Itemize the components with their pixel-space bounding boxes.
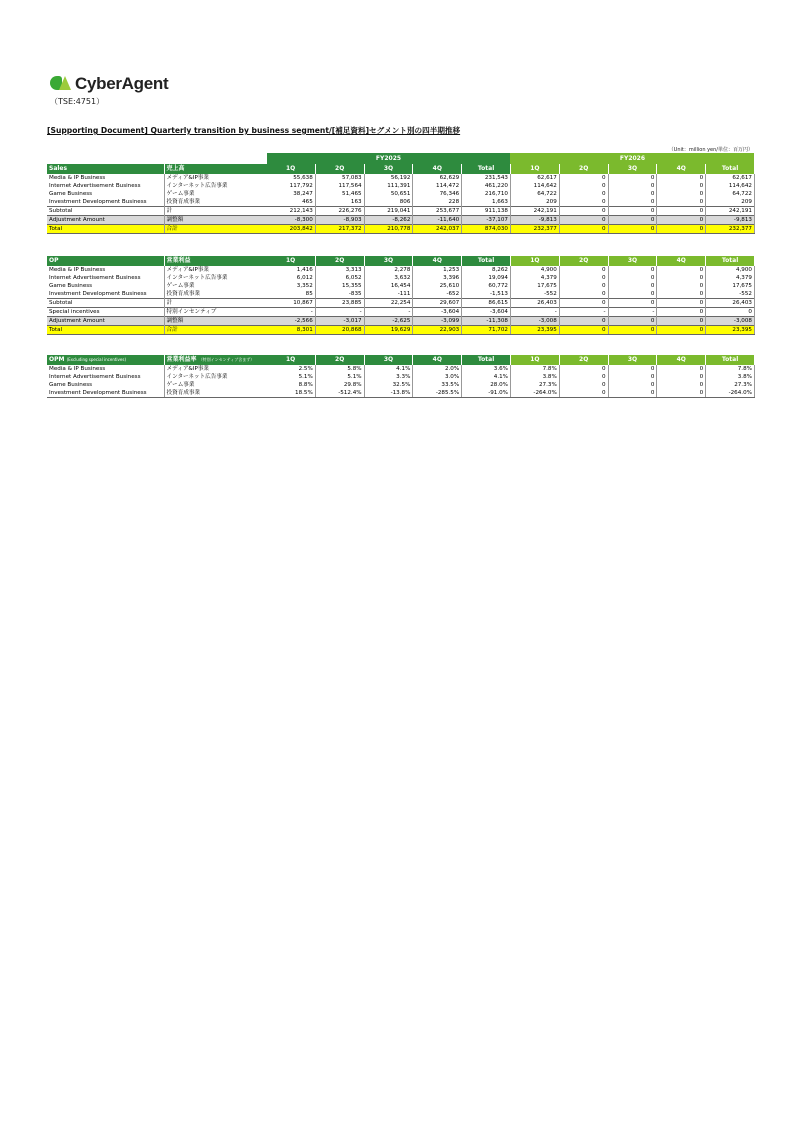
value-cell: -37,107 <box>462 216 511 225</box>
value-cell: 25,610 <box>413 282 462 290</box>
value-cell: 216,710 <box>462 190 511 198</box>
row-label-jp: メディア&IP事業 <box>164 266 267 274</box>
value-cell: 111,391 <box>364 182 413 190</box>
value-cell: 85 <box>267 290 316 299</box>
value-cell: -8,262 <box>364 216 413 225</box>
value-cell: 7.8% <box>706 365 755 373</box>
value-cell: 5.8% <box>315 365 364 373</box>
table-row <box>47 290 754 299</box>
value-cell: 10,867 <box>267 299 316 308</box>
row-label-jp: 計 <box>164 299 267 308</box>
value-cell: 0 <box>608 190 657 198</box>
value-cell: 3,313 <box>315 266 364 274</box>
row-label-en: Investment Development Business <box>49 291 147 297</box>
value-cell: 0 <box>559 373 608 381</box>
value-cell: -2,566 <box>267 317 316 326</box>
value-cell: 3,352 <box>267 282 316 290</box>
row-label-jp: 合計 <box>164 326 267 335</box>
value-cell: 0 <box>657 381 706 389</box>
value-cell: 212,143 <box>267 207 316 216</box>
col-header: 1Q <box>510 355 559 365</box>
value-cell: 2.0% <box>413 365 462 373</box>
col-header: 2Q <box>315 164 364 174</box>
value-cell: 209 <box>510 198 559 207</box>
value-cell: 0 <box>608 274 657 282</box>
value-cell: 0 <box>608 216 657 225</box>
value-cell: 0 <box>559 282 608 290</box>
row-label-en: Adjustment Amount <box>47 317 164 326</box>
value-cell: 1,663 <box>462 198 511 207</box>
value-cell: 16,454 <box>364 282 413 290</box>
op-header-row <box>47 256 754 266</box>
value-cell: -1,513 <box>462 290 511 299</box>
value-cell: -552 <box>706 290 755 299</box>
value-cell: 4,900 <box>510 266 559 274</box>
value-cell: 231,543 <box>462 174 511 182</box>
col-header: 3Q <box>608 164 657 174</box>
value-cell: 18.5% <box>267 389 316 398</box>
value-cell: 0 <box>608 290 657 299</box>
col-header: 4Q <box>413 355 462 365</box>
table-row <box>47 190 754 198</box>
value-cell: 22,254 <box>364 299 413 308</box>
section-label-en: Sales <box>47 164 164 174</box>
value-cell: 461,220 <box>462 182 511 190</box>
value-cell: 29.8% <box>315 381 364 389</box>
col-header: 1Q <box>510 164 559 174</box>
row-label-jp: ゲーム事業 <box>164 282 267 290</box>
value-cell: 232,377 <box>706 225 755 234</box>
value-cell: 0 <box>657 207 706 216</box>
value-cell: 217,372 <box>315 225 364 234</box>
value-cell: 27.3% <box>510 381 559 389</box>
value-cell: 23,395 <box>706 326 755 335</box>
value-cell: 7.8% <box>510 365 559 373</box>
value-cell: 64,722 <box>510 190 559 198</box>
value-cell: 28.0% <box>462 381 511 389</box>
value-cell: 62,617 <box>706 174 755 182</box>
value-cell: 465 <box>267 198 316 207</box>
value-cell: 17,675 <box>510 282 559 290</box>
value-cell: -9,813 <box>706 216 755 225</box>
value-cell: 0 <box>559 225 608 234</box>
col-header: 2Q <box>315 355 364 365</box>
row-label-en: Game Business <box>49 382 93 388</box>
value-cell: -9,813 <box>510 216 559 225</box>
row-label-jp: 計 <box>164 207 267 216</box>
table-row <box>47 182 754 190</box>
value-cell: -3,008 <box>706 317 755 326</box>
row-label-jp: 投資育成事業 <box>164 198 267 207</box>
table-row <box>47 381 754 389</box>
value-cell: 6,052 <box>315 274 364 282</box>
value-cell: 57,083 <box>315 174 364 182</box>
value-cell: 203,842 <box>267 225 316 234</box>
opm-header-row <box>47 355 754 365</box>
row-label-jp: ゲーム事業 <box>164 381 267 389</box>
value-cell: 2.5% <box>267 365 316 373</box>
table-row <box>47 299 754 308</box>
value-cell: -835 <box>315 290 364 299</box>
value-cell: 5.1% <box>267 373 316 381</box>
value-cell: 117,564 <box>315 182 364 190</box>
value-cell: 228 <box>413 198 462 207</box>
table-row <box>47 225 754 234</box>
value-cell: 0 <box>559 198 608 207</box>
value-cell: 3.8% <box>706 373 755 381</box>
value-cell: 0 <box>657 373 706 381</box>
value-cell: 0 <box>657 216 706 225</box>
fy2026-header: FY2026 <box>510 153 754 164</box>
document-title: [Supporting Document] Quarterly transition by business segment/[補足資料]セグメント別の四半期推移 <box>47 126 461 135</box>
value-cell: 163 <box>315 198 364 207</box>
sales-table <box>47 153 755 234</box>
value-cell: 15,355 <box>315 282 364 290</box>
value-cell: 0 <box>559 317 608 326</box>
table-row <box>47 266 754 274</box>
value-cell: 60,772 <box>462 282 511 290</box>
value-cell: 232,377 <box>510 225 559 234</box>
row-label-en: Game Business <box>49 191 93 197</box>
logo-mark-icon <box>50 76 72 92</box>
table-row <box>47 174 754 182</box>
table-row <box>47 308 754 317</box>
value-cell: 0 <box>657 182 706 190</box>
row-label-en: Internet Advertisement Business <box>49 183 141 189</box>
value-cell: -111 <box>364 290 413 299</box>
value-cell: 0 <box>657 365 706 373</box>
value-cell: 4,379 <box>706 274 755 282</box>
value-cell: 0 <box>657 299 706 308</box>
op-table <box>47 256 755 335</box>
row-label-en: Internet Advertisement Business <box>49 275 141 281</box>
value-cell: 0 <box>657 174 706 182</box>
value-cell: 114,472 <box>413 182 462 190</box>
col-header: 1Q <box>267 164 316 174</box>
value-cell: 86,615 <box>462 299 511 308</box>
col-header: 1Q <box>510 256 559 266</box>
col-header: Total <box>462 256 511 266</box>
value-cell: 1,416 <box>267 266 316 274</box>
row-label-en: Subtotal <box>47 207 164 216</box>
value-cell: 23,395 <box>510 326 559 335</box>
col-header: Total <box>706 355 755 365</box>
row-label-en: Investment Development Business <box>49 199 147 205</box>
value-cell: 3.6% <box>462 365 511 373</box>
value-cell: 0 <box>559 216 608 225</box>
value-cell: 50,651 <box>364 190 413 198</box>
row-label-jp: 合計 <box>164 225 267 234</box>
ticker-symbol: （TSE:4751） <box>50 97 105 106</box>
value-cell: 51,465 <box>315 190 364 198</box>
value-cell: 3,632 <box>364 274 413 282</box>
col-header: 1Q <box>267 256 316 266</box>
row-label-en: Total <box>47 326 164 335</box>
value-cell: 0 <box>657 266 706 274</box>
table-row <box>47 216 754 225</box>
section-label-jp: 営業利益 <box>164 256 267 266</box>
value-cell: -3,017 <box>315 317 364 326</box>
value-cell: 55,638 <box>267 174 316 182</box>
value-cell: -264.0% <box>706 389 755 398</box>
table-row <box>47 317 754 326</box>
row-label-en: Special incentives <box>47 308 164 317</box>
value-cell: 26,403 <box>706 299 755 308</box>
value-cell: 0 <box>559 174 608 182</box>
value-cell: 62,617 <box>510 174 559 182</box>
value-cell: - <box>315 308 364 317</box>
row-label-jp: 調整額 <box>164 317 267 326</box>
value-cell: 26,403 <box>510 299 559 308</box>
value-cell: 4,900 <box>706 266 755 274</box>
col-header: Total <box>706 256 755 266</box>
value-cell: 19,094 <box>462 274 511 282</box>
value-cell: -11,640 <box>413 216 462 225</box>
row-label-jp: 調整額 <box>164 216 267 225</box>
row-label-en: Subtotal <box>47 299 164 308</box>
col-header: Total <box>462 164 511 174</box>
value-cell: 1,253 <box>413 266 462 274</box>
col-header: 4Q <box>657 355 706 365</box>
value-cell: 0 <box>608 266 657 274</box>
col-header: 3Q <box>364 164 413 174</box>
value-cell: 0 <box>559 299 608 308</box>
value-cell: 0 <box>657 274 706 282</box>
table-row <box>47 198 754 207</box>
value-cell: 806 <box>364 198 413 207</box>
value-cell: -91.0% <box>462 389 511 398</box>
value-cell: 8.8% <box>267 381 316 389</box>
row-label-jp: インターネット広告事業 <box>164 274 267 282</box>
value-cell: -285.5% <box>413 389 462 398</box>
value-cell: - <box>559 308 608 317</box>
value-cell: 0 <box>608 365 657 373</box>
col-header: Total <box>706 164 755 174</box>
value-cell: 0 <box>657 225 706 234</box>
value-cell: 0 <box>559 389 608 398</box>
value-cell: 210,778 <box>364 225 413 234</box>
value-cell: 62,629 <box>413 174 462 182</box>
table-row <box>47 326 754 335</box>
value-cell: 0 <box>559 365 608 373</box>
sales-header-row <box>47 164 754 174</box>
value-cell: 0 <box>706 308 755 317</box>
row-label-en: Investment Development Business <box>47 389 164 398</box>
value-cell: - <box>267 308 316 317</box>
value-cell: -652 <box>413 290 462 299</box>
value-cell: -8,300 <box>267 216 316 225</box>
fy2025-header: FY2025 <box>267 153 511 164</box>
value-cell: 219,041 <box>364 207 413 216</box>
value-cell: 0 <box>657 290 706 299</box>
value-cell: 0 <box>657 190 706 198</box>
value-cell: -3,604 <box>462 308 511 317</box>
row-label-en: Media & IP Business <box>49 366 106 372</box>
value-cell: 0 <box>657 389 706 398</box>
value-cell: 0 <box>608 373 657 381</box>
value-cell: 0 <box>608 182 657 190</box>
value-cell: 64,722 <box>706 190 755 198</box>
value-cell: 0 <box>608 198 657 207</box>
value-cell: 32.5% <box>364 381 413 389</box>
col-header: 3Q <box>608 355 657 365</box>
col-header: 2Q <box>559 256 608 266</box>
value-cell: 38,247 <box>267 190 316 198</box>
value-cell: 0 <box>608 282 657 290</box>
value-cell: 0 <box>657 308 706 317</box>
row-label-en: Internet Advertisement Business <box>49 374 141 380</box>
value-cell: 874,030 <box>462 225 511 234</box>
table-row <box>47 282 754 290</box>
col-header: 4Q <box>657 164 706 174</box>
value-cell: 23,885 <box>315 299 364 308</box>
value-cell: -3,099 <box>413 317 462 326</box>
value-cell: 0 <box>559 266 608 274</box>
value-cell: 3,396 <box>413 274 462 282</box>
value-cell: 0 <box>559 182 608 190</box>
opm-table <box>47 355 755 398</box>
value-cell: 0 <box>608 174 657 182</box>
value-cell: 0 <box>559 290 608 299</box>
value-cell: 0 <box>608 225 657 234</box>
value-cell: 0 <box>559 207 608 216</box>
value-cell: 0 <box>657 326 706 335</box>
value-cell: 0 <box>608 317 657 326</box>
value-cell: 242,037 <box>413 225 462 234</box>
col-header: 4Q <box>413 256 462 266</box>
value-cell: 242,191 <box>510 207 559 216</box>
value-cell: 242,191 <box>706 207 755 216</box>
section-label-jp: 売上高 <box>164 164 267 174</box>
value-cell: 3.8% <box>510 373 559 381</box>
value-cell: 0 <box>608 381 657 389</box>
value-cell: 3.0% <box>413 373 462 381</box>
section-label-jp: 営業利益率 （特別インセンティブ含まず） <box>164 355 267 365</box>
value-cell: -552 <box>510 290 559 299</box>
col-header: Total <box>462 355 511 365</box>
value-cell: 117,792 <box>267 182 316 190</box>
table-row <box>47 365 754 373</box>
row-label-jp: ゲーム事業 <box>164 190 267 198</box>
value-cell: 4.1% <box>462 373 511 381</box>
col-header: 1Q <box>267 355 316 365</box>
value-cell: 17,675 <box>706 282 755 290</box>
value-cell: -3,604 <box>413 308 462 317</box>
value-cell: 6,012 <box>267 274 316 282</box>
value-cell: 8,262 <box>462 266 511 274</box>
table-row <box>47 373 754 381</box>
value-cell: 0 <box>608 207 657 216</box>
value-cell: -8,903 <box>315 216 364 225</box>
value-cell: -512.4% <box>315 389 364 398</box>
value-cell: 0 <box>559 274 608 282</box>
value-cell: 253,677 <box>413 207 462 216</box>
value-cell: -11,308 <box>462 317 511 326</box>
value-cell: 114,642 <box>706 182 755 190</box>
company-logo <box>50 74 168 94</box>
col-header: 4Q <box>413 164 462 174</box>
value-cell: -3,008 <box>510 317 559 326</box>
section-label-en: OP <box>47 256 164 266</box>
value-cell: 56,192 <box>364 174 413 182</box>
col-header: 2Q <box>559 355 608 365</box>
row-label-en: Media & IP Business <box>49 175 106 181</box>
value-cell: 3.3% <box>364 373 413 381</box>
section-label-en: OPM (Excluding special incentives) <box>47 355 164 365</box>
row-label-en: Media & IP Business <box>49 267 106 273</box>
value-cell: 4,379 <box>510 274 559 282</box>
row-label-jp: メディア&IP事業 <box>164 174 267 182</box>
row-label-jp: 投資育成事業 <box>164 389 267 398</box>
value-cell: 76,346 <box>413 190 462 198</box>
value-cell: 20,868 <box>315 326 364 335</box>
value-cell: 2,278 <box>364 266 413 274</box>
unit-note: （Unit：million yen/単位：百万円） <box>668 147 753 153</box>
value-cell: - <box>608 308 657 317</box>
value-cell: 0 <box>657 282 706 290</box>
value-cell: 19,629 <box>364 326 413 335</box>
col-header: 4Q <box>657 256 706 266</box>
value-cell: 5.1% <box>315 373 364 381</box>
value-cell: 0 <box>608 326 657 335</box>
col-header: 3Q <box>364 256 413 266</box>
table-row <box>47 274 754 282</box>
value-cell: 29,607 <box>413 299 462 308</box>
value-cell: 0 <box>559 326 608 335</box>
value-cell: 0 <box>559 190 608 198</box>
row-label-jp: 投資育成事業 <box>164 290 267 299</box>
row-label-en: Total <box>47 225 164 234</box>
value-cell: 71,702 <box>462 326 511 335</box>
value-cell: 911,138 <box>462 207 511 216</box>
value-cell: 226,276 <box>315 207 364 216</box>
value-cell: 0 <box>657 198 706 207</box>
value-cell: - <box>364 308 413 317</box>
col-header: 3Q <box>608 256 657 266</box>
value-cell: 0 <box>608 299 657 308</box>
value-cell: 114,642 <box>510 182 559 190</box>
col-header: 2Q <box>559 164 608 174</box>
value-cell: 209 <box>706 198 755 207</box>
value-cell: 0 <box>657 317 706 326</box>
value-cell: 0 <box>608 389 657 398</box>
row-label-jp: 特別インセンティブ <box>164 308 267 317</box>
row-label-jp: メディア&IP事業 <box>164 365 267 373</box>
row-label-en: Adjustment Amount <box>47 216 164 225</box>
row-label-en: Game Business <box>49 283 93 289</box>
value-cell: 22,903 <box>413 326 462 335</box>
col-header: 3Q <box>364 355 413 365</box>
row-label-jp: インターネット広告事業 <box>164 182 267 190</box>
value-cell: -13.8% <box>364 389 413 398</box>
value-cell: -2,625 <box>364 317 413 326</box>
value-cell: -264.0% <box>510 389 559 398</box>
value-cell: 33.5% <box>413 381 462 389</box>
value-cell: 27.3% <box>706 381 755 389</box>
value-cell: 0 <box>559 381 608 389</box>
value-cell: 4.1% <box>364 365 413 373</box>
table-row <box>47 389 754 398</box>
value-cell: - <box>510 308 559 317</box>
logo-text: CyberAgent <box>75 74 169 93</box>
row-label-jp: インターネット広告事業 <box>164 373 267 381</box>
col-header: 2Q <box>315 256 364 266</box>
value-cell: 8,301 <box>267 326 316 335</box>
table-row <box>47 207 754 216</box>
